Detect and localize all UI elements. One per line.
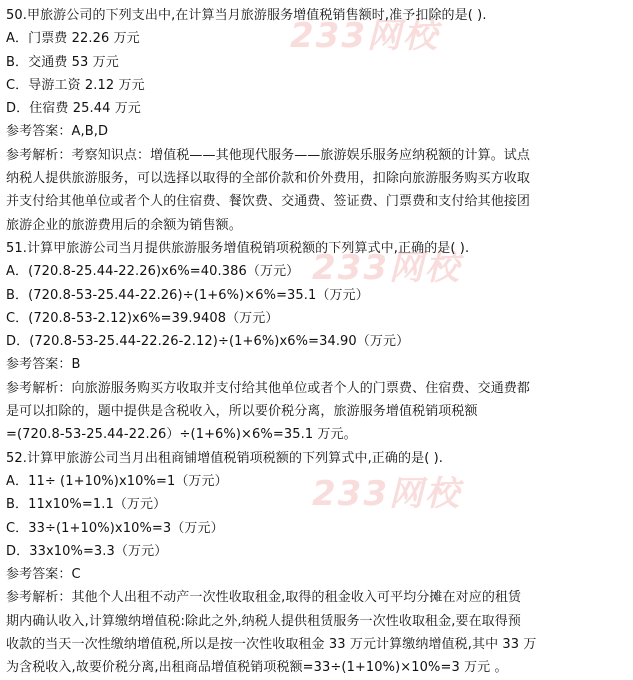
question-51: 51.计算甲旅游公司当月提供旅游服务增值税销项税额的下列算式中,正确的是( ). (6, 240, 470, 256)
watermark-logo: 233网校 (312, 474, 461, 514)
explanation-52: 参考解析：其他个人出租不动产一次性收取租金,取得的租金收入可平均分摊在对应的租赁 (6, 590, 522, 606)
option-a: A．11÷ (1+10%)x10%=1（万元） (6, 473, 228, 489)
option-b: B．11x10%=1.1（万元） (6, 497, 167, 513)
answer-52: 参考答案：C (6, 567, 81, 583)
option-c: C．(720.8-53-2.12)x6%=39.9408（万元） (6, 310, 279, 326)
explanation-52: 为含税收入,故要价税分离,出租商品增值税销项税额=33÷(1+10%)×10%=3 万元 。 (6, 660, 508, 676)
watermark-logo: 233网校 (290, 16, 439, 56)
question-52: 52.计算甲旅游公司当月出租商铺增值税销项税额的下列算式中,正确的是( ). (6, 450, 444, 466)
watermark-logo: 233网校 (312, 248, 461, 288)
option-b: B．(720.8-53-25.44-22.26)÷(1+6%)×6%=35.1（万元） (6, 287, 369, 303)
option-a: A．(720.8-25.44-22.26)x6%=40.386（万元） (6, 264, 300, 280)
document-body (6, 4, 630, 680)
explanation-51: 参考解析：向旅游服务购买方收取并支付给其他单位或者个人的门票费、住宿费、交通费都 (6, 380, 531, 396)
explanation-50: 并支付给其他单位或者个人的住宿费、餐饮费、交通费、签证费、门票费和支付给其他接团 (6, 194, 531, 210)
explanation-51: 是可以扣除的，题中提供是含税收入，所以要价税分离，旅游服务增值税销项税额 (6, 404, 478, 420)
explanation-52: 收款的当天一次性缴纳增值税,所以是按一次性收取租金 33 万元计算缴纳增值税,其中 33 万 (6, 637, 537, 653)
explanation-51: =(720.8-53-25.44-22.26）÷(1+6%)×6%=35.1 万元。 (6, 427, 357, 443)
option-c: C．导游工资 2.12 万元 (6, 77, 145, 93)
explanation-50: 参考解析：考察知识点：增值税——其他现代服务——旅游娱乐服务应纳税额的计算。试点 (6, 147, 531, 163)
explanation-50: 旅游企业的旅游费用后的余额为销售额。 (6, 217, 242, 233)
option-c: C．33÷(1+10%)x10%=3（万元） (6, 520, 224, 536)
option-d: D．(720.8-53-25.44-22.26-2.12)÷(1+6%)x6%=34.90（万元） (6, 334, 410, 350)
explanation-50: 纳税人提供旅游服务，可以选择以取得的全部价款和价外费用，扣除向旅游服务购买方收取 (6, 171, 531, 187)
answer-51: 参考答案：B (6, 357, 81, 373)
option-d: D．住宿费 25.44 万元 (6, 101, 141, 117)
option-a: A．门票费 22.26 万元 (6, 31, 140, 47)
option-d: D．33x10%=3.3（万元） (6, 543, 168, 559)
answer-50: 参考答案：A,B,D (6, 124, 109, 140)
option-b: B．交通费 53 万元 (6, 54, 119, 70)
explanation-52: 期内确认收入,计算缴纳增值税:除此之外,纳税人提供租赁服务一次性收取租金,要在取得预 (6, 613, 521, 629)
question-50: 50.甲旅游公司的下列支出中,在计算当月旅游服务增值税销售额时,准予扣除的是( ). (6, 8, 487, 23)
